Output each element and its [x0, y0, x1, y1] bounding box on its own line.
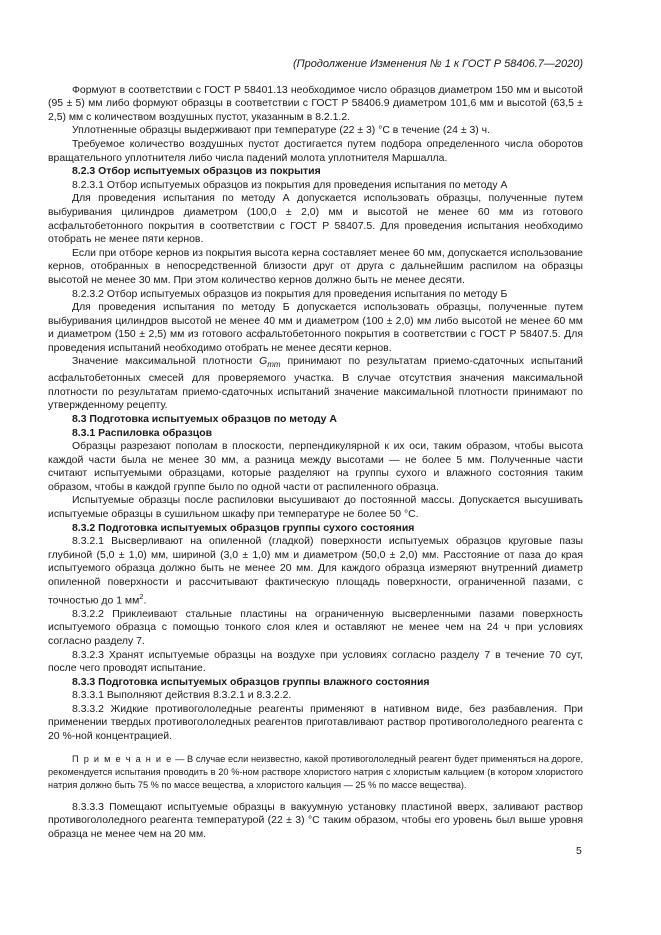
running-header: (Продолжение Изменения № 1 к ГОСТ Р 58406.7—2020)	[292, 58, 583, 70]
subsection-heading: 8.2.3.2 Отбор испытуемых образцов из покрытия для проведения испытания по методу Б	[72, 288, 508, 300]
paragraph: Если при отборе кернов из покрытия высота керна составляет менее 60 мм, допускается использование кернов, отобранных в непосредственной близости друг от друга с дальнейшим распилом на образцы высотой не менее 30 мм. При этом количество кернов должно быть не менее десяти.	[48, 247, 583, 286]
note-label: П р и м е ч а н и е	[72, 753, 173, 764]
paragraph: 8.3.3.2 Жидкие противогололедные реагенты применяют в нативном виде, без разбавления. При применении твердых противогололедных реагентов приготавливают раствор противогололедного реагента с 20 %-ной концентрацией.	[48, 703, 583, 743]
density-subscript: mm	[267, 360, 281, 370]
page-number: 5	[576, 845, 582, 857]
paragraph-rest: принимают по результатам приемо-сдаточных испытаний асфальтобетонных смесей для проверяемого участка. В случае отсутствия значения максимальной плотности по результатам приемо-сдаточных испытаний значение максимальной плотности принимают по утвержденному рецепту.	[48, 356, 583, 412]
note	[48, 753, 583, 792]
paragraph-max-density	[48, 355, 583, 412]
section-heading: 8.3.2 Подготовка испытуемых образцов группы сухого состояния	[72, 522, 415, 534]
note-text: — В случае если неизвестно, какой противогололедный реагент будет применяться на дороге, рекомендуется испытания проводить в 20 %-ном растворе хлористого натрия с хлористым кальцием (в котором хлористого натрия должно быть 75 % по массе вещества, а хлористого кальция — 25 % по массе вещества).	[48, 753, 583, 790]
paragraph: Испытуемые образцы после распиловки высушивают до постоянной массы. Допускается высушивать испытуемые образцы в сушильном шкафу при температуре не более 50 °С.	[48, 495, 583, 521]
paragraph-lead: Значение максимальной плотности	[72, 356, 260, 368]
paragraph: 8.3.3.3 Помещают испытуемые образцы в вакуумную установку пластиной вверх, заливают раствор противогололедного реагента температурой (22 ± 3) °С таким образом, чтобы его уровень был выше уровня образца не менее чем на 20 мм.	[48, 801, 583, 840]
section-heading: 8.3.3 Подготовка испытуемых образцов группы влажного состояния	[72, 676, 430, 688]
paragraph: Формуют в соответствии с ГОСТ Р 58401.13 необходимое число образцов диаметром 150 мм и высотой (95 ± 5) мм либо формуют образцы в соответствии с ГОСТ Р 58406.9 диаметром 101,6 мм и высотой (63,5 ± 2,5) мм с количеством воздушных пустот, указанным в 8.2.1.2.	[48, 84, 583, 123]
paragraph: 8.3.2.2 Приклеивают стальные пластины на ограниченную высверленными пазами поверхность испытуемого образца с помощью тонкого слоя клея и оставляют не менее чем на 24 ч при условиях согласно разделу 7.	[48, 608, 583, 647]
period: .	[143, 595, 147, 607]
subsection-heading: 8.2.3.1 Отбор испытуемых образцов из покрытия для проведения испытания по методу А	[72, 179, 508, 191]
paragraph: 8.3.3.1 Выполняют действия 8.3.2.1 и 8.3.2.2.	[72, 690, 292, 702]
document-page	[48, 58, 583, 841]
paragraph: Образцы разрезают пополам в плоскости, перпендикулярной к их оси, таким образом, чтобы высота каждой части была не менее 30 мм, а разница между высотами — не более 5 мм. Полученные части считают испытуемыми образцами, которые разделяют на группы сухого и влажного состояния таким образом, чтобы в каждой группе было по одной части от распиленного образца.	[48, 441, 583, 493]
section-heading: 8.2.3 Отбор испытуемых образцов из покрытия	[72, 166, 321, 178]
density-symbol: G	[259, 356, 268, 368]
paragraph: Требуемое количество воздушных пустот достигается путем подбора определенного числа оборотов вращательного уплотнителя либо числа падений молота уплотнителя Маршалла.	[48, 138, 583, 164]
paragraph: 8.3.2.3 Хранят испытуемые образцы на воздухе при условиях согласно разделу 7 в течение 70 сут, после чего проводят испытание.	[48, 649, 583, 675]
paragraph: Уплотненные образцы выдерживают при температуре (22 ± 3) °С в течение (24 ± 3) ч.	[72, 125, 491, 137]
paragraph: Для проведения испытания по методу А допускается использовать образцы, полученные путем выбуривания цилиндров диаметром (100,0 ± 2,0) мм и высотой не менее 60 мм из готового асфальтобетонного покрытия в соответствии с ГОСТ Р 58407.5. Для проведения испытания необходимо отобрать не менее пяти кернов.	[48, 193, 583, 246]
section-heading: 8.3 Подготовка испытуемых образцов по методу А	[72, 413, 337, 425]
paragraph-area	[48, 535, 583, 607]
paragraph: Для проведения испытания по методу Б допускается использовать образцы, полученные путем выбуривания цилиндров высотой не менее 40 мм и диаметром (100 ± 2,0) мм либо высотой не менее 60 мм и диаметром (150 ± 2,5) мм из готового асфальтобетонного покрытия в соответствии с ГОСТ Р 58407.5. Для проведения испытаний необходимо отобрать не менее десяти кернов.	[48, 302, 583, 354]
section-heading: 8.3.1 Распиловка образцов	[72, 427, 213, 439]
unit-superscript: 2	[139, 591, 144, 601]
paragraph-text: 8.3.2.1 Высверливают на опиленной (гладкой) поверхности испытуемых образцов круговые пазы глубиной (5,0 ± 1,0) мм, шириной (3,0 ± 1,0) мм и диаметром (50,0 ± 2,0) мм. Расстояние от паза до края испытуемого образца должно быть не менее 20 мм. Для каждого образца измеряют внутренний диаметр опиленной поверхности и рассчитывают фактическую площадь поверхности, ограниченной пазами, с точностью до 1 мм	[48, 536, 583, 607]
